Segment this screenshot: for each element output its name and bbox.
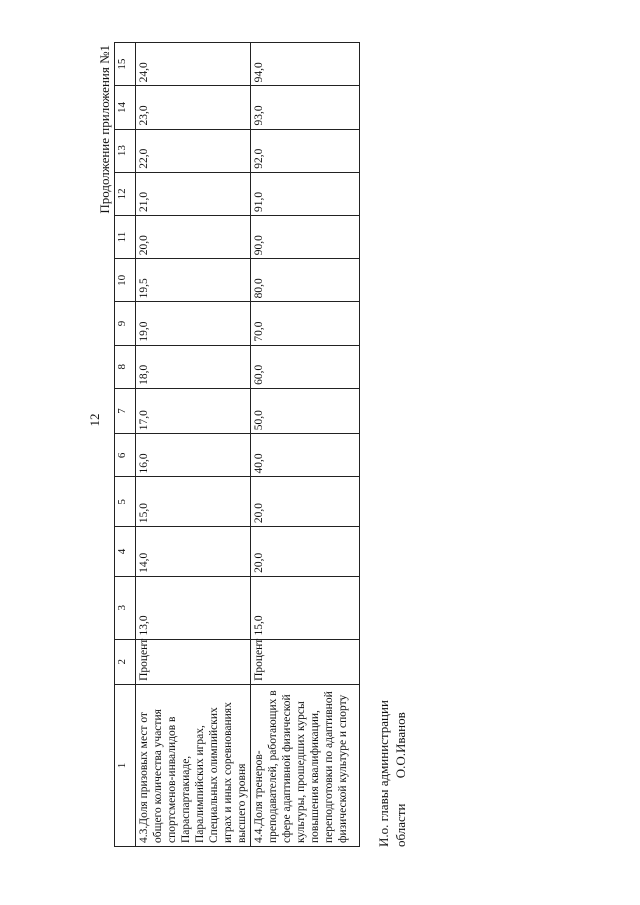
header-cell: 12 <box>115 172 136 215</box>
value-cell: 60,0 <box>251 345 360 388</box>
value-cell: 80,0 <box>251 259 360 302</box>
value-cell: 17,0 <box>136 388 251 433</box>
unit-cell: Процент <box>251 639 360 684</box>
header-cell: 9 <box>115 302 136 345</box>
value-cell: 22,0 <box>136 129 251 172</box>
signature-name: О.О.Иванов <box>392 712 408 779</box>
value-cell: 18,0 <box>136 345 251 388</box>
value-cell: 50,0 <box>251 388 360 433</box>
value-cell: 92,0 <box>251 129 360 172</box>
value-cell: 19,0 <box>136 302 251 345</box>
unit-cell: Процент <box>136 639 251 684</box>
table-row <box>251 43 360 847</box>
signature-block <box>376 700 410 847</box>
header-cell: 8 <box>115 345 136 388</box>
header-cell: 3 <box>115 576 136 639</box>
header-cell: 11 <box>115 215 136 258</box>
value-cell: 40,0 <box>251 434 360 477</box>
table-row <box>136 43 251 847</box>
continuation-title: Продолжение приложения №1 <box>97 45 112 214</box>
signature-region: области <box>392 803 408 847</box>
header-cell: 7 <box>115 388 136 433</box>
value-cell: 13,0 <box>136 576 251 639</box>
value-cell: 90,0 <box>251 215 360 258</box>
value-cell: 94,0 <box>251 43 360 86</box>
value-cell: 15,0 <box>136 477 251 527</box>
value-cell: 14,0 <box>136 527 251 577</box>
value-cell: 93,0 <box>251 86 360 129</box>
header-cell: 1 <box>115 684 136 846</box>
value-cell: 20,0 <box>251 527 360 577</box>
indicator-cell: 4.3.Доля призовых мест от общего количества участия спортсменов-инвалидов в Параспартакиаде, Паралимпийских играх, Специальных олимпийских играх и иных соревнованиях высшего уровня <box>136 684 251 846</box>
header-row <box>115 43 136 847</box>
header-cell: 4 <box>115 527 136 577</box>
value-cell: 15,0 <box>251 576 360 639</box>
value-cell: 19,5 <box>136 259 251 302</box>
header-cell: 5 <box>115 477 136 527</box>
header-cell: 6 <box>115 434 136 477</box>
indicators-table <box>114 42 360 847</box>
value-cell: 70,0 <box>251 302 360 345</box>
value-cell: 16,0 <box>136 434 251 477</box>
header-cell: 2 <box>115 639 136 684</box>
header-cell: 13 <box>115 129 136 172</box>
value-cell: 20,0 <box>251 477 360 527</box>
value-cell: 91,0 <box>251 172 360 215</box>
indicator-cell: 4.4.Доля тренеров-преподавателей, работающих в сфере адаптивной физической культуры, прошедших курсы повышения квалификации, переподготовки по адаптивной физической культуре и спорту <box>251 684 360 846</box>
value-cell: 24,0 <box>136 43 251 86</box>
signature-title: И.о. главы администрации <box>376 700 391 847</box>
header-cell: 15 <box>115 43 136 86</box>
value-cell: 21,0 <box>136 172 251 215</box>
value-cell: 20,0 <box>136 215 251 258</box>
header-cell: 10 <box>115 259 136 302</box>
signature-line <box>393 700 410 847</box>
value-cell: 23,0 <box>136 86 251 129</box>
page-number: 12 <box>87 413 102 427</box>
header-cell: 14 <box>115 86 136 129</box>
